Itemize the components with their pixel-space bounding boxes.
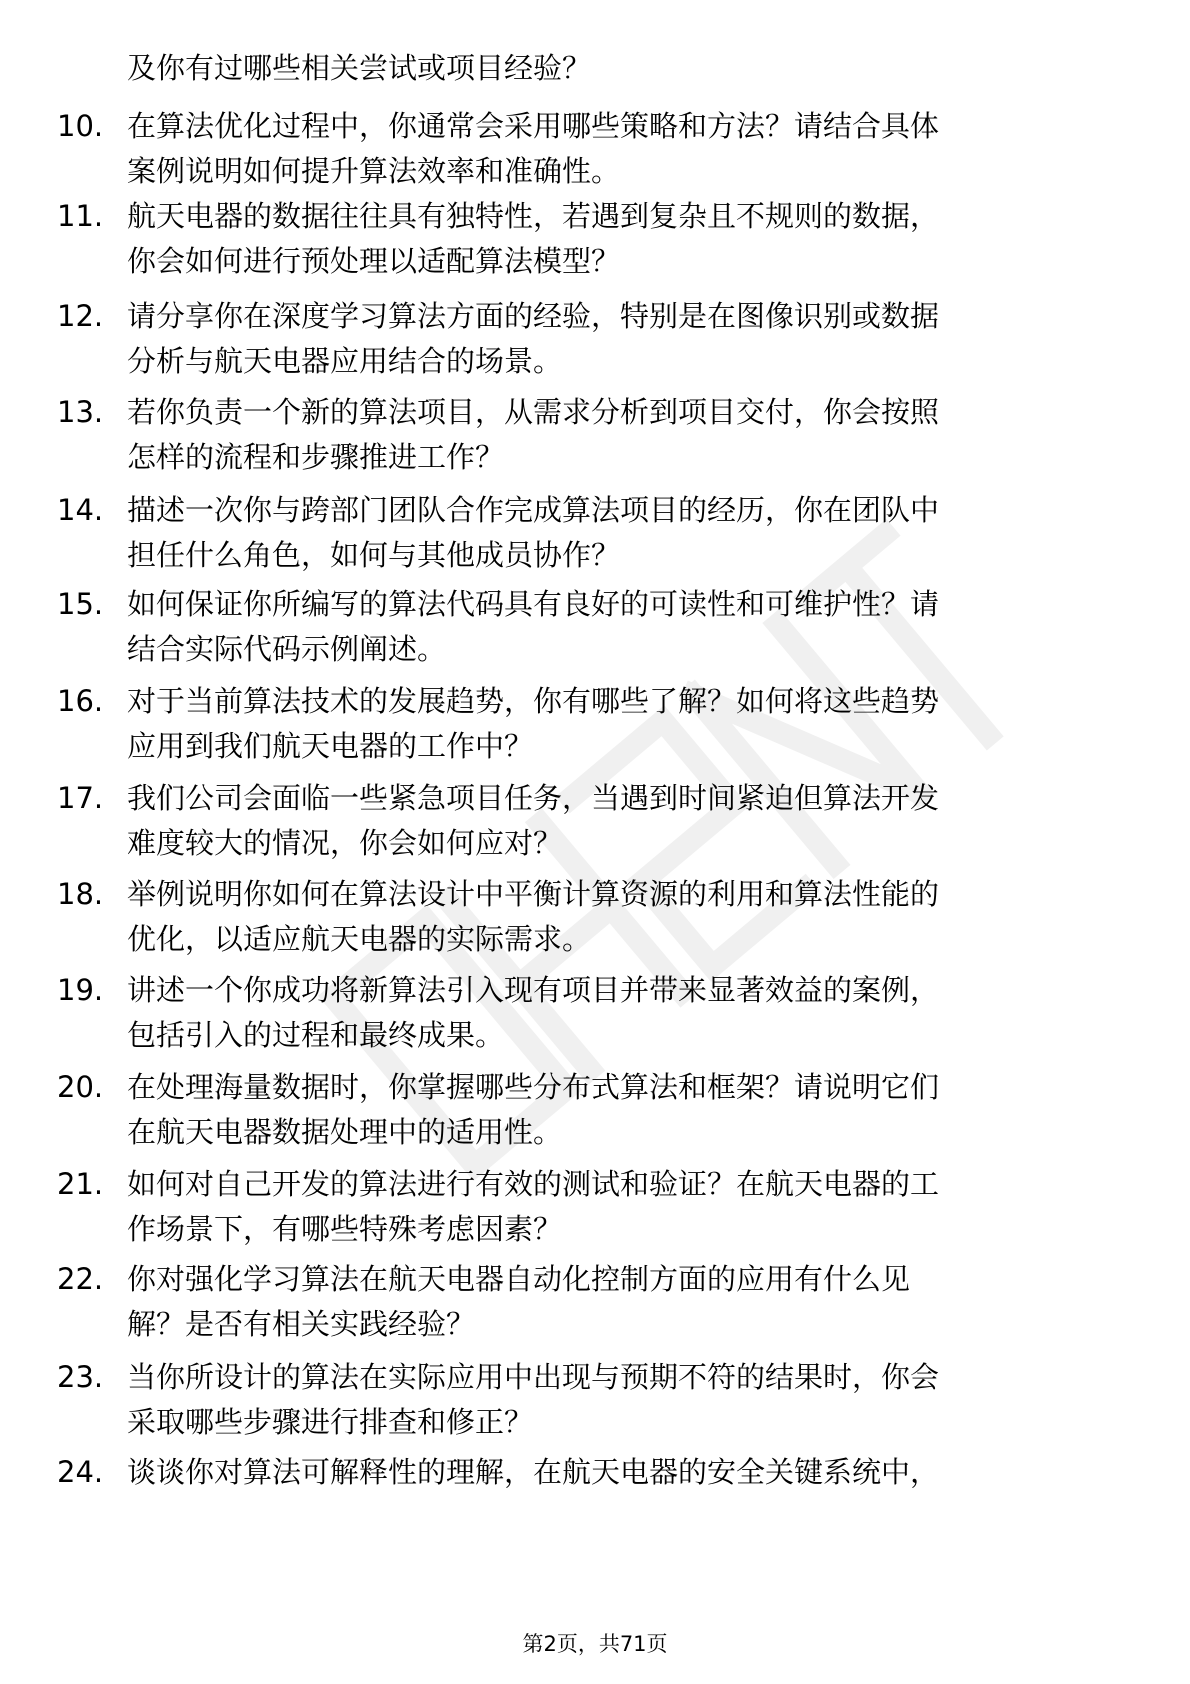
question-text-line: 对于当前算法技术的发展趋势，你有哪些了解？如何将这些趋势 <box>127 684 940 718</box>
question-text-line: 担任什么角色，如何与其他成员协作？ <box>127 538 621 572</box>
question-text-line: 怎样的流程和步骤推进工作？ <box>127 440 505 474</box>
page-footer: 第2页，共71页 <box>522 1632 668 1656</box>
question-number: 11. <box>57 199 104 233</box>
question-text-line: 作场景下，有哪些特殊考虑因素？ <box>127 1212 563 1246</box>
question-number: 18. <box>57 877 104 911</box>
question-text-line: 难度较大的情况，你会如何应对？ <box>127 826 563 860</box>
question-number: 24. <box>57 1455 104 1489</box>
question-text-line: 如何保证你所编写的算法代码具有良好的可读性和可维护性？请 <box>127 587 940 621</box>
question-text-line: 讲述一个你成功将新算法引入现有项目并带来显著效益的案例， <box>127 973 940 1007</box>
question-text-line: 应用到我们航天电器的工作中？ <box>127 729 534 763</box>
question-number: 20. <box>57 1070 104 1104</box>
question-text-line: 在处理海量数据时，你掌握哪些分布式算法和框架？请说明它们 <box>127 1070 940 1104</box>
question-text-line: 你会如何进行预处理以适配算法模型？ <box>127 244 621 278</box>
question-text-line: 举例说明你如何在算法设计中平衡计算资源的利用和算法性能的 <box>127 877 940 911</box>
question-number: 12. <box>57 299 104 333</box>
question-text-line: 我们公司会面临一些紧急项目任务，当遇到时间紧迫但算法开发 <box>127 781 940 815</box>
question-number: 22. <box>57 1262 104 1296</box>
question-text-line: 解？是否有相关实践经验？ <box>127 1307 476 1341</box>
question-number: 21. <box>57 1167 104 1201</box>
question-text-line: 谈谈你对算法可解释性的理解，在航天电器的安全关键系统中， <box>127 1455 940 1489</box>
question-text-line: 你对强化学习算法在航天电器自动化控制方面的应用有什么见 <box>127 1262 911 1296</box>
question-number: 23. <box>57 1360 104 1394</box>
question-text-line: 如何对自己开发的算法进行有效的测试和验证？在航天电器的工 <box>127 1167 940 1201</box>
question-text-line: 请分享你在深度学习算法方面的经验，特别是在图像识别或数据 <box>127 299 940 333</box>
question-text-line: 案例说明如何提升算法效率和准确性。 <box>127 154 621 188</box>
question-text-line: 结合实际代码示例阐述。 <box>127 632 447 666</box>
question-number: 19. <box>57 973 104 1007</box>
question-text-line: 采取哪些步骤进行排查和修正？ <box>127 1405 534 1439</box>
question-number: 10. <box>57 109 104 143</box>
question-text-line: 当你所设计的算法在实际应用中出现与预期不符的结果时，你会 <box>127 1360 940 1394</box>
question-text-line: 分析与航天电器应用结合的场景。 <box>127 344 563 378</box>
question-text-line: 优化，以适应航天电器的实际需求。 <box>127 922 592 956</box>
question-text-line: 在算法优化过程中，你通常会采用哪些策略和方法？请结合具体 <box>127 109 940 143</box>
question-text-line: 若你负责一个新的算法项目，从需求分析到项目交付，你会按照 <box>127 395 940 429</box>
question-text-line: 航天电器的数据往往具有独特性，若遇到复杂且不规则的数据， <box>127 199 940 233</box>
question-text-line: 描述一次你与跨部门团队合作完成算法项目的经历，你在团队中 <box>127 493 940 527</box>
question-number: 14. <box>57 493 104 527</box>
question-text-line: 包括引入的过程和最终成果。 <box>127 1018 505 1052</box>
question-number: 17. <box>57 781 104 815</box>
question-number: 16. <box>57 684 104 718</box>
question-number: 13. <box>57 395 104 429</box>
question-text-line: 在航天电器数据处理中的适用性。 <box>127 1115 563 1149</box>
continuation-text: 及你有过哪些相关尝试或项目经验？ <box>127 51 592 85</box>
question-number: 15. <box>57 587 104 621</box>
